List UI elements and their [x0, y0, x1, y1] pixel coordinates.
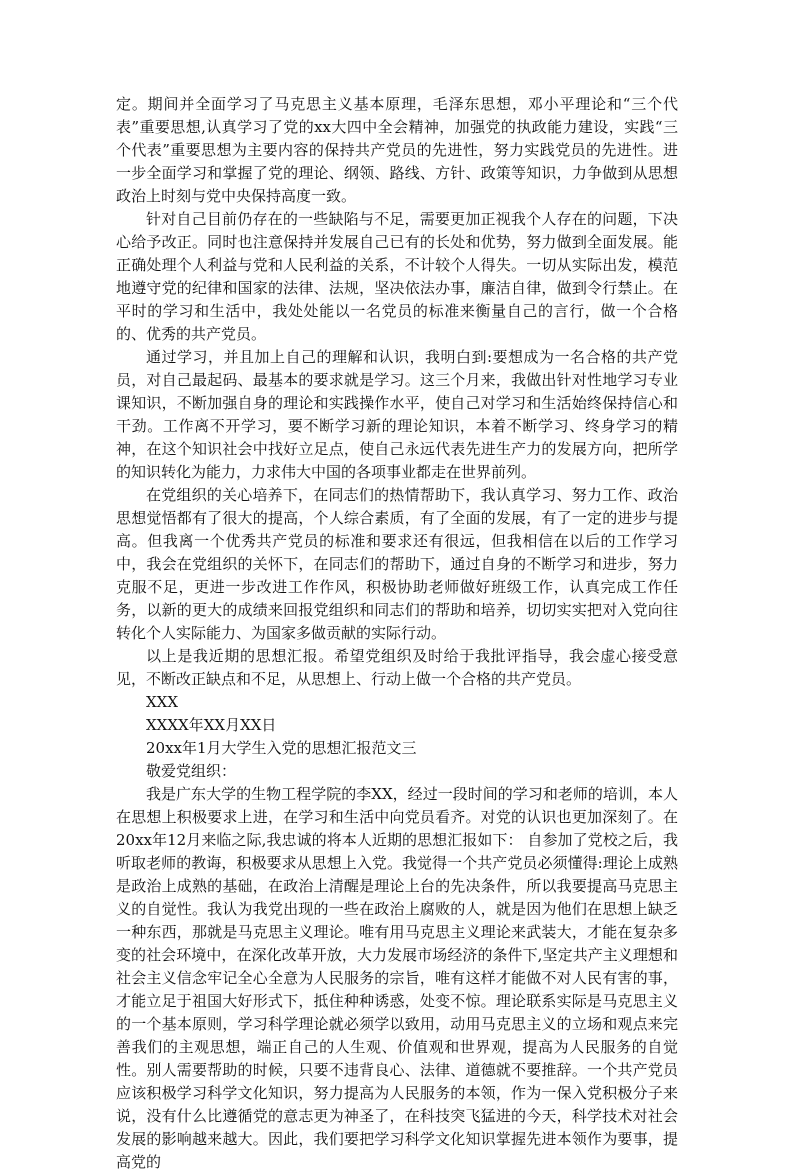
paragraph-2: 针对自己目前仍存在的一些缺陷与不足，需要更加正视我个人存在的问题，下决心给予改正。同时也注意保持并发展自己已有的长处和优势，努力做到全面发展。能正确处理个人利益与党和人民利益的关系，不计较个人得失。一切从实际出发，模范地遵守党的纪律和国家的法律、法规，坚决依法办事，廉洁自律，做到令行禁止。在平时的学习和生活中，我处处能以一名党员的标准来衡量自己的言行，做一个合格的、优秀的共产党员。	[116, 210, 678, 343]
section-title: 20xx年1月大学生入党的思想汇报范文三	[146, 739, 417, 757]
paragraph-4: 在党组织的关心培养下，在同志们的热情帮助下，我认真学习、努力工作、政治思想觉悟都有了很大的提高，个人综合素质，有了全面的发展，有了一定的进步与提高。但我离一个优秀共产党员的标准和要求还有很远，但我相信在以后的工作学习中，我会在党组织的关怀下，在同志们的帮助下，通过自身的不断学习和进步，努力克服不足，更进一步改进工作作风，积极协助老师做好班级工作，认真完成工作任务，以新的更大的成绩来回报党组织和同志们的帮助和培养，切切实实把对入党向往转化个人实际能力、为国家多做贡献的实际行动。	[116, 486, 678, 642]
paragraph-3: 通过学习，并且加上自己的理解和认识，我明白到:要想成为一名合格的共产党员，对自己最起码、最基本的要求就是学习。这三个月来，我做出针对性地学习专业课知识，不断加强自身的理论和实践操作水平，使自己对学习和生活始终保持信心和干劲。工作离不开学习，要不断学习新的理论知识，本着不断学习、终身学习的精神，在这个知识社会中找好立足点，使自己永远代表先进生产力的发展方向，把所学的知识转化为能力，力求伟大中国的各项事业都走在世界前列。	[116, 348, 678, 481]
paragraph-5: 以上是我近期的思想汇报。希望党组织及时给于我批评指导，我会虚心接受意见，不断改正缺点和不足，从思想上、行动上做一个合格的共产党员。	[116, 647, 678, 688]
salutation: 敬爱党组织：	[146, 762, 237, 780]
signature-name: XXX	[146, 693, 179, 711]
signature-date: XXXX年XX月XX日	[146, 716, 277, 734]
body-paragraph: 我是广东大学的生物工程学院的李XX，经过一段时间的学习和老师的培训，本人在思想上积极要求上进，在学习和生活中向党员看齐。对党的认识也更加深刻了。在20xx年12月来临之际,我忠诚的将本人近期的思想汇报如下： 自参加了党校之后，我听取老师的教诲，积极要求从思想上入党。我觉得一个共产党员必须懂得:理论上成熟是政治上成熟的基础，在政治上清醒是理论上台的先决条件，所以我要提高马克思主义的自觉性。我认为我党出现的一些在政治上腐败的人，就是因为他们在思想上缺乏一种东西，那就是马克思主义理论。唯有用马克思主义理论来武装大，才能在复杂多变的社会环境中，在深化改革开放，大力发展市场经济的条件下,坚定共产主义理想和社会主义信念牢记全心全意为人民服务的宗旨，唯有这样才能做不对人民有害的事，才能立足于祖国大好形式下，抵住种种诱惑，处变不惊。理论联系实际是马克思主义的一个基本原则，学习科学理论就必须学以致用，动用马克思主义的立场和观点来完善我们的主观思想，端正自己的人生观、价值观和世界观，提高为人民服务的自觉性。别人需要帮助的时候，只要不违背良心、法律、道德就不要推辞。一个共产党员应该积极学习科学文化知识，努力提高为人民服务的本领，作为一保入党积极分子来说，没有什么比遵循党的意志更为神圣了，在科技突飞猛进的今天，科学技术对社会发展的影响越来越大。因此，我们要把学习科学文化知识掌握先进本领作为要事，提高党的	[116, 785, 678, 1171]
paragraph-1: 定。期间并全面学习了马克思主义基本原理，毛泽东思想，邓小平理论和“三个代表”重要思想,认真学习了党的xx大四中全会精神，加强党的执政能力建设，实践“三个代表”重要思想为主要内容的保持共产党员的先进性，努力实践党员的先进性。进一步全面学习和掌握了党的理论、纲领、路线、方针、政策等知识，力争做到从思想政治上时刻与党中央保持高度一致。	[116, 95, 678, 205]
document-body	[116, 93, 678, 1174]
